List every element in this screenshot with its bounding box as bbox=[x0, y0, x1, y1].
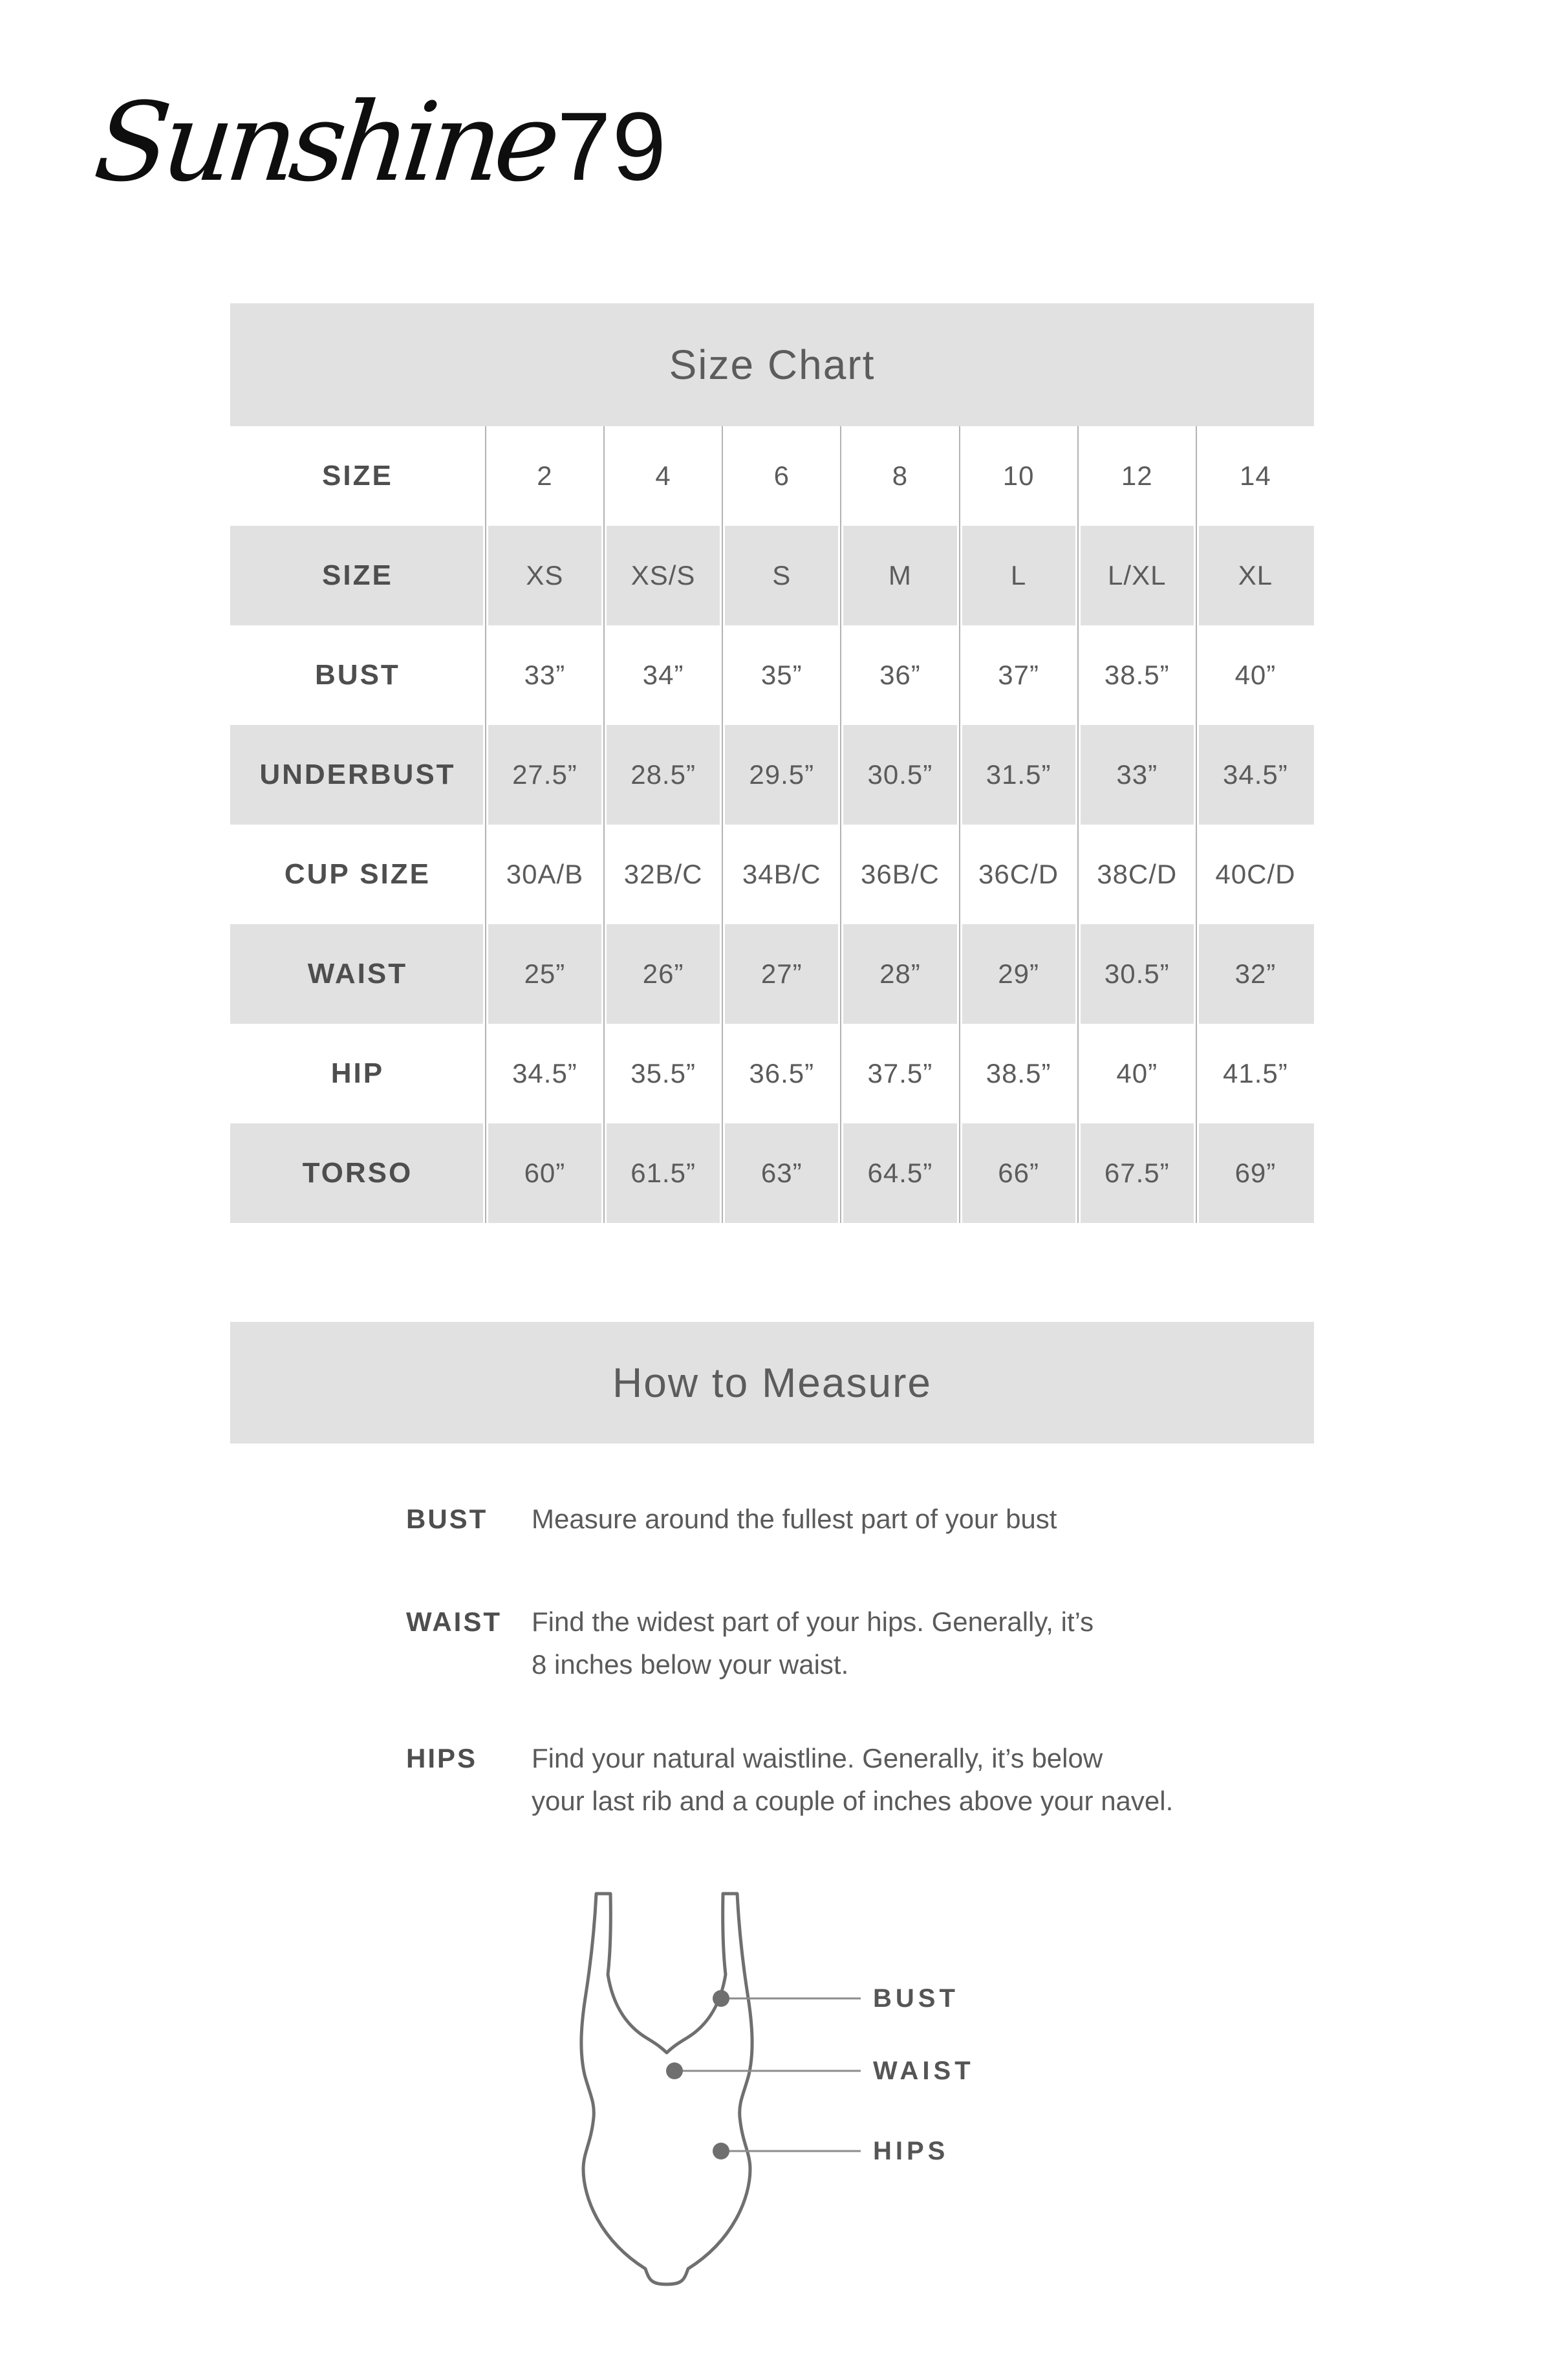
brand-logo bbox=[89, 71, 668, 213]
cell-value: 63” bbox=[722, 1123, 840, 1223]
cell-value: 30.5” bbox=[840, 725, 958, 825]
table-row bbox=[230, 924, 1314, 1024]
cell-value: 4 bbox=[603, 426, 722, 526]
brand-logo-script-text: Sunshine bbox=[89, 79, 560, 206]
cell-value: 38.5” bbox=[959, 1024, 1077, 1123]
cell-value: 61.5” bbox=[603, 1123, 722, 1223]
measure-text-bust-line1: Measure around the fullest part of your bust bbox=[532, 1504, 1057, 1534]
cell-value: 69” bbox=[1196, 1123, 1314, 1223]
table-row bbox=[230, 725, 1314, 825]
measure-label-bust: BUST bbox=[406, 1504, 488, 1534]
row-label: HIP bbox=[230, 1024, 485, 1123]
row-label: BUST bbox=[230, 625, 485, 725]
cell-value: 67.5” bbox=[1077, 1123, 1196, 1223]
row-label: SIZE bbox=[230, 526, 485, 625]
cell-value: 66” bbox=[959, 1123, 1077, 1223]
row-label: TORSO bbox=[230, 1123, 485, 1223]
cell-value: 31.5” bbox=[959, 725, 1077, 825]
cell-value: 35.5” bbox=[603, 1024, 722, 1123]
table-row bbox=[230, 625, 1314, 725]
cell-value: 30A/B bbox=[485, 825, 603, 924]
hips-callout-dot bbox=[713, 2143, 729, 2159]
size-chart-table bbox=[230, 303, 1314, 1223]
measure-label-waist: WAIST bbox=[406, 1606, 502, 1637]
cell-value: 28.5” bbox=[603, 725, 722, 825]
measure-text-bust bbox=[532, 1498, 1057, 1541]
swimsuit-outline-path bbox=[581, 1894, 752, 2284]
cell-value: 29” bbox=[959, 924, 1077, 1024]
swimsuit-outline-illustration bbox=[573, 1887, 1181, 2288]
row-label: SIZE bbox=[230, 426, 485, 526]
cell-value: XL bbox=[1196, 526, 1314, 625]
cell-value: L bbox=[959, 526, 1077, 625]
cell-value: L/XL bbox=[1077, 526, 1196, 625]
cell-value: 36B/C bbox=[840, 825, 958, 924]
bust-callout-dot bbox=[713, 1990, 729, 2007]
cell-value: M bbox=[840, 526, 958, 625]
diagram-label-waist: WAIST bbox=[873, 2057, 975, 2085]
cell-value: 36.5” bbox=[722, 1024, 840, 1123]
cell-value: XS bbox=[485, 526, 603, 625]
diagram-label-bust: BUST bbox=[873, 1984, 959, 2013]
table-row bbox=[230, 526, 1314, 625]
cell-value: 33” bbox=[1077, 725, 1196, 825]
cell-value: 38C/D bbox=[1077, 825, 1196, 924]
cell-value: 40” bbox=[1196, 625, 1314, 725]
cell-value: 33” bbox=[485, 625, 603, 725]
cell-value: 37” bbox=[959, 625, 1077, 725]
cell-value: 2 bbox=[485, 426, 603, 526]
size-table-body bbox=[230, 426, 1314, 1223]
table-row bbox=[230, 1123, 1314, 1223]
cell-value: 26” bbox=[603, 924, 722, 1024]
cell-value: 6 bbox=[722, 426, 840, 526]
cell-value: 34.5” bbox=[1196, 725, 1314, 825]
table-row bbox=[230, 825, 1314, 924]
cell-value: 12 bbox=[1077, 426, 1196, 526]
diagram-label-hips: HIPS bbox=[873, 2137, 949, 2165]
row-label: CUP SIZE bbox=[230, 825, 485, 924]
cell-value: 32B/C bbox=[603, 825, 722, 924]
waist-callout-dot bbox=[666, 2062, 683, 2079]
cell-value: S bbox=[722, 526, 840, 625]
cell-value: 40C/D bbox=[1196, 825, 1314, 924]
cell-value: 36C/D bbox=[959, 825, 1077, 924]
cell-value: XS/S bbox=[603, 526, 722, 625]
cell-value: 40” bbox=[1077, 1024, 1196, 1123]
how-to-measure-title: How to Measure bbox=[230, 1322, 1314, 1444]
cell-value: 8 bbox=[840, 426, 958, 526]
cell-value: 25” bbox=[485, 924, 603, 1024]
measure-label-hips: HIPS bbox=[406, 1743, 478, 1773]
cell-value: 60” bbox=[485, 1123, 603, 1223]
table-row bbox=[230, 426, 1314, 526]
measure-text-waist-line1: Find the widest part of your hips. Generally, it’s bbox=[532, 1606, 1094, 1637]
row-label: UNDERBUST bbox=[230, 725, 485, 825]
measure-text-waist-line2: 8 inches below your waist. bbox=[532, 1649, 849, 1680]
measure-text-waist bbox=[532, 1601, 1094, 1686]
brand-logo-number-text: 79 bbox=[557, 92, 668, 200]
cell-value: 36” bbox=[840, 625, 958, 725]
measure-text-hips bbox=[532, 1737, 1173, 1823]
cell-value: 34B/C bbox=[722, 825, 840, 924]
cell-value: 14 bbox=[1196, 426, 1314, 526]
cell-value: 28” bbox=[840, 924, 958, 1024]
table-row bbox=[230, 1024, 1314, 1123]
measurement-diagram bbox=[573, 1887, 1181, 2288]
size-chart-title: Size Chart bbox=[230, 303, 1314, 426]
cell-value: 10 bbox=[959, 426, 1077, 526]
cell-value: 37.5” bbox=[840, 1024, 958, 1123]
cell-value: 27” bbox=[722, 924, 840, 1024]
cell-value: 41.5” bbox=[1196, 1024, 1314, 1123]
measure-text-hips-line2: your last rib and a couple of inches above your navel. bbox=[532, 1786, 1174, 1816]
cell-value: 30.5” bbox=[1077, 924, 1196, 1024]
cell-value: 27.5” bbox=[485, 725, 603, 825]
row-label: WAIST bbox=[230, 924, 485, 1024]
cell-value: 29.5” bbox=[722, 725, 840, 825]
cell-value: 34” bbox=[603, 625, 722, 725]
cell-value: 34.5” bbox=[485, 1024, 603, 1123]
cell-value: 35” bbox=[722, 625, 840, 725]
cell-value: 32” bbox=[1196, 924, 1314, 1024]
cell-value: 64.5” bbox=[840, 1123, 958, 1223]
cell-value: 38.5” bbox=[1077, 625, 1196, 725]
measure-text-hips-line1: Find your natural waistline. Generally, it’s below bbox=[532, 1743, 1103, 1773]
